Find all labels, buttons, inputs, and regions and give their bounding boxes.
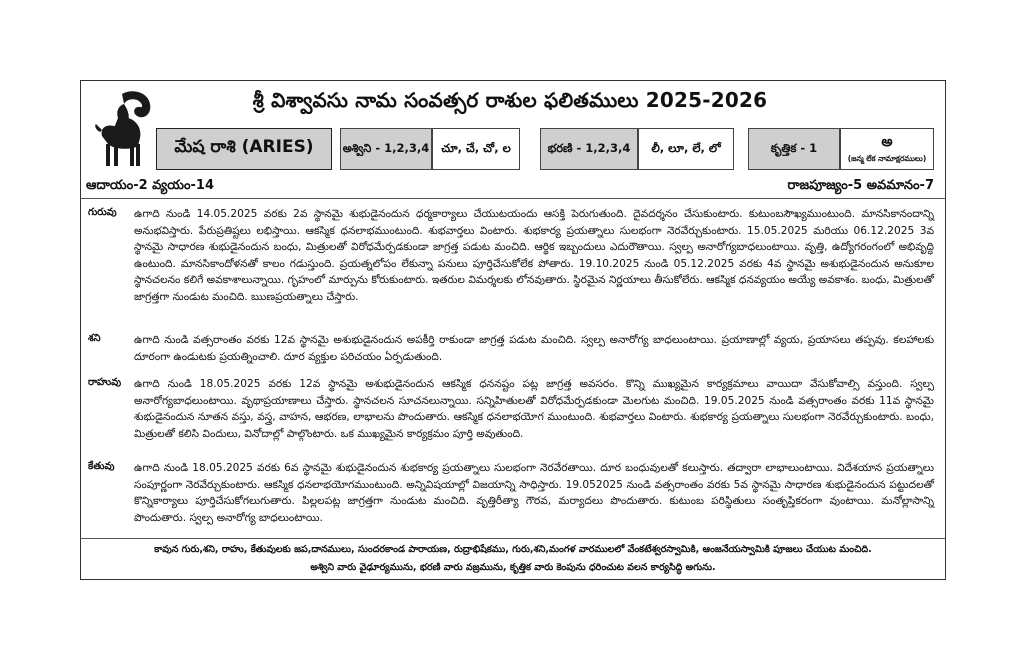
section-text: ఉగాది నుండి 14.05.2025 వరకు 2వ స్థానమై శుభుడైనందున ధర్మకార్యాలు చేయుటయందు ఆసక్తి పెరుగుతుంది. దైవదర్శనం చేసుకుంటారు. కుటుంబసౌఖ్యముంటుంది. మానసికానందాన్ని అనుభవిస్తారు. పేరుప్రతిష్టలు లభిస్తాయి. ఆకస్మిక ధనలాభముంటుంది. శుభవార్తలు వింటారు. శుభకార్య ప్రయత్నాలు సులభంగా నెరవేర్చుకుంటారు. 15.05.2025 మరియు 06.12.2025 3వ స్థానమై సాధారణ శుభుడైనందున బంధు, మిత్రులతో విరోధమేర్పడకుండా జాగ్రత్త పడుట మంచిది. ఆర్థిక ఇబ్బందులు ఎదురౌతాయి. స్వల్ప అనారోగ్యబాధలుంటాయి. వృత్తి, ఉద్యోగరంగంలో అభివృద్ధి ఉంటుంది. మానసికాందోళనతో కాలం గడుస్తుంది. ప్రయత్నలోపం లేకున్నా పనులు పూర్తిచేసుకోలేక పోతారు. 19.10.2025 నుండి 05.12.2025 వరకు 4వ స్థానమై అశుభుడైనందున అనుకూల స్థానచలనం కలిగే అవకాశాలున్నాయి. గృహంలో మార్పును కోరుకుంటారు. ఇతరుల విమర్శలకు లోనవుతారు. స్థిరమైన నిర్ణయాలు తీసుకోలేరు. ఆకస్మిక ధనవ్యయం అయ్యే అవకాశం. బంధు, మిత్రులతో జాగ్రత్తగా నుండుట మంచిది. ఋణప్రయత్నాలు చేస్తారు. (134, 208, 934, 303)
ram-icon (92, 88, 158, 170)
nakshatra-ashwini: అశ్విని - 1,2,3,4 (340, 128, 432, 170)
section-label: రాహువు (88, 377, 122, 388)
divider (80, 538, 946, 539)
page-title: శ్రీ విశ్వావసు నామ సంవత్సర రాశుల ఫలితములు 2025-2026 (252, 88, 768, 112)
nakshatra-bharani-letters: లీ, లూ, లే, లో (638, 128, 734, 170)
section-text: ఉగాది నుండి 18.05.2025 వరకు 12వ స్థానమై అశుభుడైనందున ఆకస్మిక ధననష్టం పట్ల జాగ్రత్త అవసరం. కొన్ని ముఖ్యమైన కార్యక్రమాలు వాయిదా వేసుకోవాల్సి వస్తుంది. స్వల్ప అనారోగ్యబాధలుంటాయి. వృథాప్రయాణాలు చేస్తారు. స్థానచలన సూచనలున్నాయి. సన్నిహితులతో విరోధమేర్పడకుండా మెలగుట మంచిది. 19.05.2025 నుండి వత్సరాంతం వరకు 11వ స్థానమై శుభుడైనందున నూతన వస్తు, వస్త్ర, వాహన, ఆభరణ, లాభాలను పొందుతారు. ఆకస్మిక ధనలాభయోగ ముంటుంది. శుభవార్తలు వింటారు. శుభకార్య ప్రయత్నాలు సులభంగా నెరవేర్చుకుంటారు. బంధు, మిత్రులతో కలిసి విందులు, వినోదాల్లో పాల్గొంటారు. ఒక ముఖ్యమైన కార్యక్రమం పూర్తి అవుతుంది. (134, 378, 934, 440)
footer-gems: అశ్విని వారు వైఢూర్యమును, భరణి వారు వజ్రమును, కృత్తిక వారు కెంపును ధరించుట వలన కార్యసిద్ధి అగును. (310, 562, 716, 573)
rasi-name-box: మేష రాశి (ARIES) (156, 128, 332, 170)
divider (80, 198, 946, 199)
section-label: గురువు (88, 207, 117, 218)
nakshatra-bharani: భరణి - 1,2,3,4 (540, 128, 638, 170)
nakshatra-krittika: కృత్తిక - 1 (748, 128, 840, 170)
nama-note: (జన్మ లేక నామాక్షరములు) (847, 153, 927, 163)
section-text: ఉగాది నుండి వత్సరాంతం వరకు 12వ స్థానమై అశుభుడైనందున అపకీర్తి రాకుండా జాగ్రత్త పడుట మంచిది. స్వల్ప అనారోగ్య బాధలుంటాయి. ప్రయాణాల్లో వ్యయ, ప్రయాసలు తప్పవు. కలహాలకు దూరంగా ఉండుటకు ప్రయత్నించాలి. దూర వ్యక్తుల పరిచయం ఏర్పడుతుంది. (134, 334, 934, 363)
footer-remedies: కావున గురు,శని, రాహు, కేతువులకు జప,దానములు, సుందరకాండ పారాయణ, రుద్రాభిషేకము, గురు,శని,మంగళ వారములలో వేంకటేశ్వరస్వామికి, ఆంజనేయస్వామికి పూజలు చేయుట మంచిది. (154, 544, 872, 555)
section-text: ఉగాది నుండి 18.05.2025 వరకు 6వ స్థానమై శుభుడైనందున శుభకార్య ప్రయత్నాలు సులభంగా నెరవేరతాయి. దూర బంధువులతో కలుస్తారు. తద్వారా లాభాలుంటాయి. విదేశయాన ప్రయత్నాలు సంపూర్ణంగా నెరవేర్చుకుంటారు. ఆకస్మిక ధనలాభయోగముంటుంది. అన్నివిషయాల్లో విజయాన్ని సాధిస్తారు. 19.052025 నుండి వత్సరాంతం వరకు 5వ స్థానమై సాధారణ శుభుడైనందున పట్టుదలతో కొన్నికార్యాలు పూర్తిచేసుకోగలుగుతారు. పిల్లలపట్ల జాగ్రత్తగా నుండుట మంచిది. వృత్తిరీత్యా గౌరవ, మర్యాదలు పొందుతారు. కుటుంబ పరిస్థితులు సంతృప్తికరంగా వుంటాయి. మనోల్లాసాన్ని పొందుతారు. స్వల్ప అనారోగ్య బాధలుంటాయి. (134, 462, 934, 524)
section-label: కేతువు (88, 461, 115, 472)
nama-letters-box (840, 128, 934, 170)
honor-dishonor: రాజపూజ్యం-5 అవమానం-7 (787, 178, 934, 193)
section-label: శని (88, 333, 101, 344)
nakshatra-krittika-letters: అ (881, 133, 893, 150)
income-expense: ఆదాయం-2 వ్యయం-14 (86, 178, 215, 193)
nakshatra-ashwini-letters: చూ, చే, చో, ల (432, 128, 520, 170)
